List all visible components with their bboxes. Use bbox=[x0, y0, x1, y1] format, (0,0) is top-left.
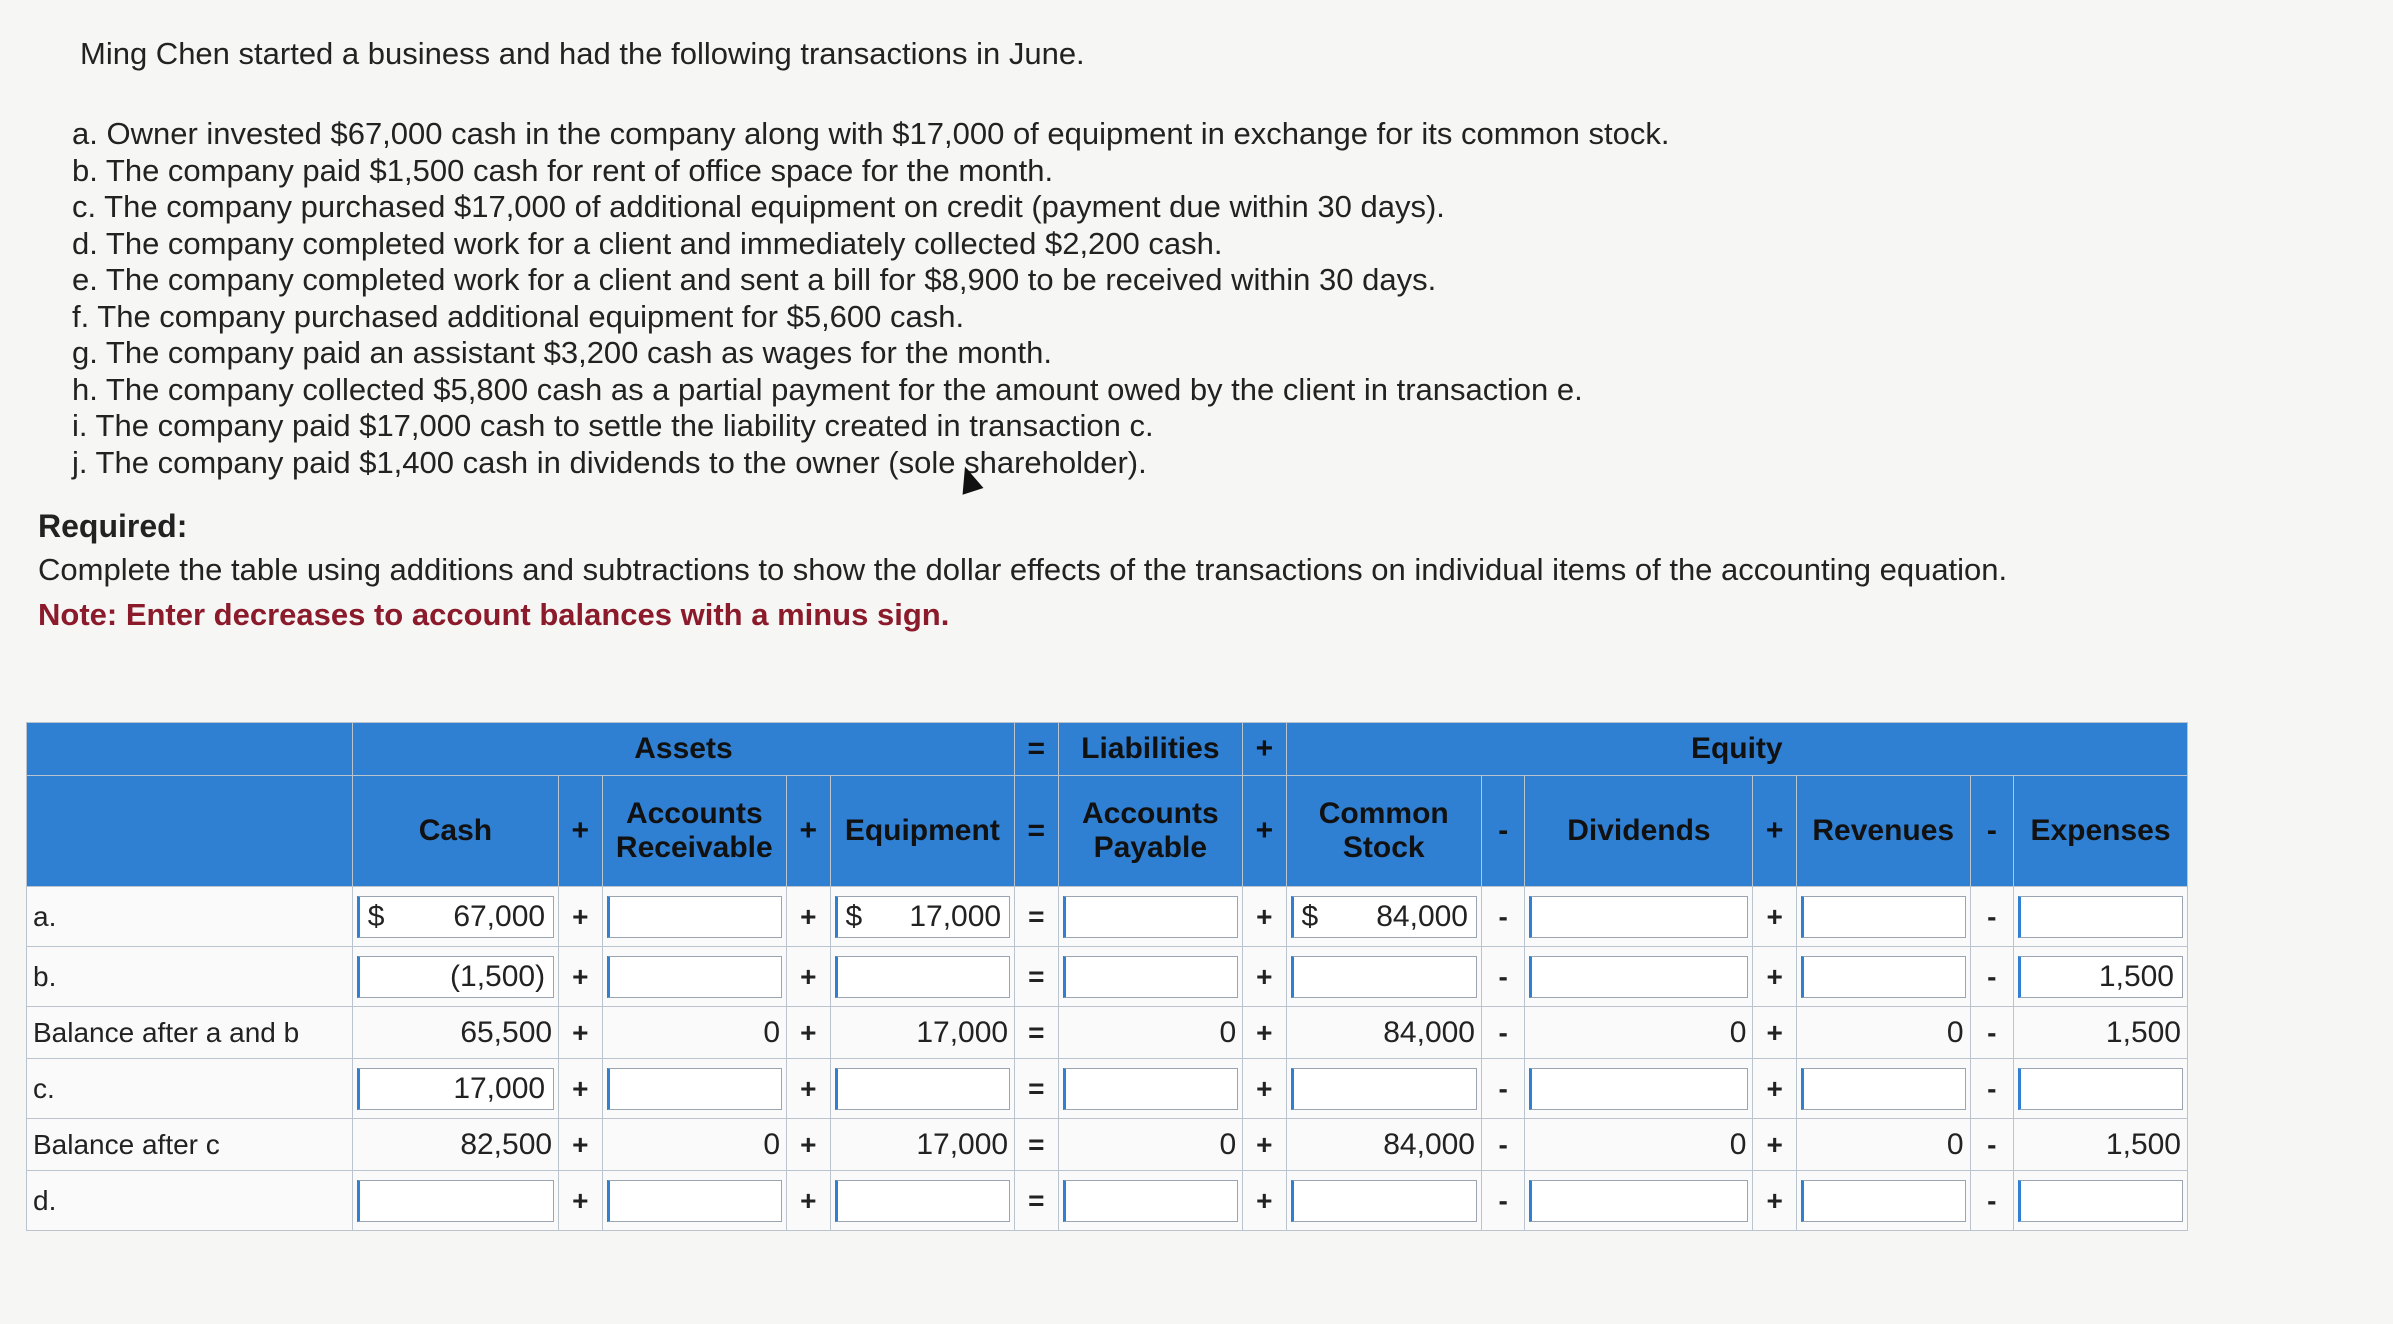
operator-equals: = bbox=[1015, 947, 1058, 1007]
col-cash: Cash bbox=[352, 776, 558, 887]
table-row bbox=[27, 1171, 2188, 1231]
operator-plus: + bbox=[1753, 947, 1796, 1007]
table-row bbox=[27, 1119, 2188, 1171]
header-blank-2 bbox=[27, 776, 353, 887]
common-stock-balance: 84,000 bbox=[1286, 1119, 1481, 1171]
accounts-payable-cell bbox=[1058, 1171, 1243, 1231]
operator-plus: + bbox=[787, 887, 830, 947]
transaction-i: i. The company paid $17,000 cash to settle the liability created in transaction c. bbox=[72, 408, 1154, 443]
common-stock-input[interactable] bbox=[1291, 956, 1477, 998]
expenses-input[interactable] bbox=[2018, 1180, 2183, 1222]
operator-plus: + bbox=[559, 887, 602, 947]
operator-plus: + bbox=[1243, 1171, 1286, 1231]
operator-plus: + bbox=[1753, 1171, 1796, 1231]
equipment-input[interactable] bbox=[835, 956, 1011, 998]
cash-input[interactable] bbox=[357, 1180, 554, 1222]
revenues-balance: 0 bbox=[1796, 1007, 1970, 1059]
cash-cell bbox=[352, 1059, 558, 1119]
input-value: 1,500 bbox=[2098, 959, 2174, 993]
expenses-balance: 1,500 bbox=[2014, 1119, 2188, 1171]
dividends-input[interactable] bbox=[1529, 956, 1748, 998]
common-stock-input[interactable] bbox=[1291, 1180, 1477, 1222]
accounts-payable-cell bbox=[1058, 1059, 1243, 1119]
op-plus: + bbox=[1753, 776, 1796, 887]
operator-plus: + bbox=[1243, 1059, 1286, 1119]
common-stock-input[interactable] bbox=[1291, 896, 1477, 938]
accounts-payable-balance: 0 bbox=[1058, 1119, 1243, 1171]
operator-minus: - bbox=[1482, 1119, 1525, 1171]
currency-symbol: $ bbox=[1301, 899, 1319, 933]
expenses-input[interactable] bbox=[2018, 1068, 2183, 1110]
operator-minus: - bbox=[1482, 887, 1525, 947]
required-note: Note: Enter decreases to account balances with a minus sign. bbox=[38, 597, 950, 632]
required-title: Required: bbox=[38, 508, 188, 544]
accounts-payable-balance: 0 bbox=[1058, 1007, 1243, 1059]
operator-plus: + bbox=[787, 1007, 830, 1059]
cash-input[interactable] bbox=[357, 1068, 554, 1110]
header-equals: = bbox=[1015, 723, 1058, 776]
col-accounts-receivable: Accounts Receivable bbox=[602, 776, 787, 887]
accounts-receivable-input[interactable] bbox=[607, 1180, 783, 1222]
row-label: d. bbox=[27, 1171, 353, 1231]
col-dividends: Dividends bbox=[1525, 776, 1753, 887]
common-stock-balance: 84,000 bbox=[1286, 1007, 1481, 1059]
transaction-b: b. The company paid $1,500 cash for rent of office space for the month. bbox=[72, 152, 1054, 188]
operator-minus: - bbox=[1970, 887, 2013, 947]
operator-plus: + bbox=[559, 1119, 602, 1171]
operator-equals: = bbox=[1015, 1007, 1058, 1059]
cash-input[interactable] bbox=[357, 896, 554, 938]
accounts-receivable-input[interactable] bbox=[607, 896, 783, 938]
expenses-cell bbox=[2014, 947, 2188, 1007]
required-text: Complete the table using additions and subtractions to show the dollar effects of the transactions on individual items of the accounting equation. bbox=[38, 552, 2008, 587]
cash-input[interactable] bbox=[357, 956, 554, 998]
equipment-balance: 17,000 bbox=[830, 1007, 1015, 1059]
row-label: c. bbox=[27, 1059, 353, 1119]
accounts-receivable-balance: 0 bbox=[602, 1007, 787, 1059]
op-plus: + bbox=[1243, 776, 1286, 887]
dividends-cell bbox=[1525, 1059, 1753, 1119]
accounts-payable-input[interactable] bbox=[1063, 896, 1239, 938]
accounts-receivable-cell bbox=[602, 887, 787, 947]
accounts-receivable-input[interactable] bbox=[607, 956, 783, 998]
transaction-f: f. The company purchased additional equipment for $5,600 cash. bbox=[72, 298, 965, 334]
transaction-h: h. The company collected $5,800 cash as a partial payment for the amount owed by the client in transaction e. bbox=[72, 371, 1583, 407]
operator-plus: + bbox=[1753, 1059, 1796, 1119]
table-row bbox=[27, 947, 2188, 1007]
equipment-cell bbox=[830, 1059, 1015, 1119]
operator-plus: + bbox=[787, 1059, 830, 1119]
operator-plus: + bbox=[787, 947, 830, 1007]
col-revenues: Revenues bbox=[1796, 776, 1970, 887]
common-stock-cell bbox=[1286, 947, 1481, 1007]
transaction-g: g. The company paid an assistant $3,200 cash as wages for the month. bbox=[72, 335, 1052, 370]
dividends-balance: 0 bbox=[1525, 1007, 1753, 1059]
common-stock-cell bbox=[1286, 1059, 1481, 1119]
revenues-cell bbox=[1796, 1171, 1970, 1231]
header-assets: Assets bbox=[352, 723, 1014, 776]
operator-plus: + bbox=[1243, 1007, 1286, 1059]
input-value: 17,000 bbox=[453, 1071, 546, 1105]
expenses-balance: 1,500 bbox=[2014, 1007, 2188, 1059]
op-equals: = bbox=[1015, 776, 1058, 887]
operator-minus: - bbox=[1482, 1171, 1525, 1231]
header-blank bbox=[27, 723, 353, 776]
input-value: 67,000 bbox=[453, 899, 546, 933]
operator-minus: - bbox=[1970, 1119, 2013, 1171]
col-accounts-payable: Accounts Payable bbox=[1058, 776, 1243, 887]
row-label: a. bbox=[27, 887, 353, 947]
expenses-cell bbox=[2014, 1059, 2188, 1119]
input-value: 84,000 bbox=[1376, 899, 1468, 933]
accounts-payable-cell bbox=[1058, 887, 1243, 947]
accounts-payable-input[interactable] bbox=[1063, 1068, 1239, 1110]
operator-equals: = bbox=[1015, 1119, 1058, 1171]
operator-plus: + bbox=[1243, 887, 1286, 947]
header-plus: + bbox=[1243, 723, 1286, 776]
operator-equals: = bbox=[1015, 1059, 1058, 1119]
operator-minus: - bbox=[1482, 1059, 1525, 1119]
row-label: Balance after c bbox=[27, 1119, 353, 1171]
table-row bbox=[27, 1059, 2188, 1119]
expenses-input[interactable] bbox=[2018, 896, 2183, 938]
operator-minus: - bbox=[1970, 947, 2013, 1007]
op-plus: + bbox=[559, 776, 602, 887]
transaction-c: c. The company purchased $17,000 of additional equipment on credit (payment due within 30 days). bbox=[72, 189, 1445, 224]
cash-balance: 65,500 bbox=[352, 1007, 558, 1059]
dividends-cell bbox=[1525, 887, 1753, 947]
cash-balance: 82,500 bbox=[352, 1119, 558, 1171]
operator-equals: = bbox=[1015, 1171, 1058, 1231]
input-value: (1,500) bbox=[450, 959, 546, 993]
cash-cell bbox=[352, 1171, 558, 1231]
revenues-cell bbox=[1796, 947, 1970, 1007]
operator-plus: + bbox=[1243, 1119, 1286, 1171]
accounts-receivable-cell bbox=[602, 1059, 787, 1119]
operator-plus: + bbox=[559, 947, 602, 1007]
accounts-receivable-input[interactable] bbox=[607, 1068, 783, 1110]
transaction-list bbox=[72, 116, 1669, 481]
dividends-cell bbox=[1525, 947, 1753, 1007]
cash-cell bbox=[352, 887, 558, 947]
currency-symbol: $ bbox=[845, 899, 863, 933]
operator-minus: - bbox=[1970, 1171, 2013, 1231]
equipment-input[interactable] bbox=[835, 1068, 1011, 1110]
transaction-j: j. The company paid $1,400 cash in dividends to the owner (sole shareholder). bbox=[72, 444, 1147, 480]
equipment-input[interactable] bbox=[835, 1180, 1011, 1222]
accounts-payable-input[interactable] bbox=[1063, 956, 1239, 998]
common-stock-cell bbox=[1286, 887, 1481, 947]
transaction-a: a. Owner invested $67,000 cash in the company along with $17,000 of equipment in exchange for its common stock. bbox=[72, 116, 1670, 151]
dividends-input[interactable] bbox=[1529, 896, 1748, 938]
accounts-receivable-cell bbox=[602, 1171, 787, 1231]
currency-symbol: $ bbox=[367, 899, 385, 933]
common-stock-input[interactable] bbox=[1291, 1068, 1477, 1110]
revenues-cell bbox=[1796, 887, 1970, 947]
equipment-input[interactable] bbox=[835, 896, 1011, 938]
dividends-balance: 0 bbox=[1525, 1119, 1753, 1171]
problem-intro: Ming Chen started a business and had the following transactions in June. bbox=[80, 36, 1085, 71]
accounts-payable-cell bbox=[1058, 947, 1243, 1007]
operator-minus: - bbox=[1970, 1059, 2013, 1119]
row-label: b. bbox=[27, 947, 353, 1007]
header-equity: Equity bbox=[1286, 723, 2187, 776]
operator-minus: - bbox=[1482, 1007, 1525, 1059]
op-minus: - bbox=[1970, 776, 2013, 887]
revenues-balance: 0 bbox=[1796, 1119, 1970, 1171]
equipment-cell bbox=[830, 947, 1015, 1007]
dividends-cell bbox=[1525, 1171, 1753, 1231]
equipment-cell bbox=[830, 1171, 1015, 1231]
revenues-input[interactable] bbox=[1801, 1068, 1966, 1110]
required-section bbox=[38, 508, 2158, 633]
operator-plus: + bbox=[787, 1119, 830, 1171]
revenues-cell bbox=[1796, 1059, 1970, 1119]
operator-minus: - bbox=[1482, 947, 1525, 1007]
row-label: Balance after a and b bbox=[27, 1007, 353, 1059]
operator-plus: + bbox=[1753, 887, 1796, 947]
operator-plus: + bbox=[787, 1171, 830, 1231]
transaction-e: e. The company completed work for a client and sent a bill for $8,900 to be received within 30 days. bbox=[72, 262, 1437, 297]
accounts-payable-input[interactable] bbox=[1063, 1180, 1239, 1222]
col-equipment: Equipment bbox=[830, 776, 1015, 887]
common-stock-cell bbox=[1286, 1171, 1481, 1231]
operator-equals: = bbox=[1015, 887, 1058, 947]
operator-plus: + bbox=[1753, 1007, 1796, 1059]
operator-plus: + bbox=[559, 1007, 602, 1059]
accounts-receivable-cell bbox=[602, 947, 787, 1007]
dividends-input[interactable] bbox=[1529, 1068, 1748, 1110]
accounts-receivable-balance: 0 bbox=[602, 1119, 787, 1171]
expenses-input[interactable] bbox=[2018, 956, 2183, 998]
col-expenses: Expenses bbox=[2014, 776, 2188, 887]
col-common-stock: Common Stock bbox=[1286, 776, 1481, 887]
accounting-equation-table bbox=[26, 722, 2188, 1231]
op-plus: + bbox=[787, 776, 830, 887]
equipment-balance: 17,000 bbox=[830, 1119, 1015, 1171]
operator-plus: + bbox=[559, 1059, 602, 1119]
equipment-cell bbox=[830, 887, 1015, 947]
operator-minus: - bbox=[1970, 1007, 2013, 1059]
operator-plus: + bbox=[559, 1171, 602, 1231]
revenues-input[interactable] bbox=[1801, 956, 1966, 998]
revenues-input[interactable] bbox=[1801, 896, 1966, 938]
dividends-input[interactable] bbox=[1529, 1180, 1748, 1222]
cash-cell bbox=[352, 947, 558, 1007]
expenses-cell bbox=[2014, 887, 2188, 947]
table-row bbox=[27, 1007, 2188, 1059]
transaction-d: d. The company completed work for a client and immediately collected $2,200 cash. bbox=[72, 225, 1223, 261]
operator-plus: + bbox=[1243, 947, 1286, 1007]
header-liabilities: Liabilities bbox=[1058, 723, 1243, 776]
input-value: 17,000 bbox=[909, 899, 1002, 933]
revenues-input[interactable] bbox=[1801, 1180, 1966, 1222]
expenses-cell bbox=[2014, 1171, 2188, 1231]
op-minus: - bbox=[1482, 776, 1525, 887]
operator-plus: + bbox=[1753, 1119, 1796, 1171]
table-row bbox=[27, 887, 2188, 947]
